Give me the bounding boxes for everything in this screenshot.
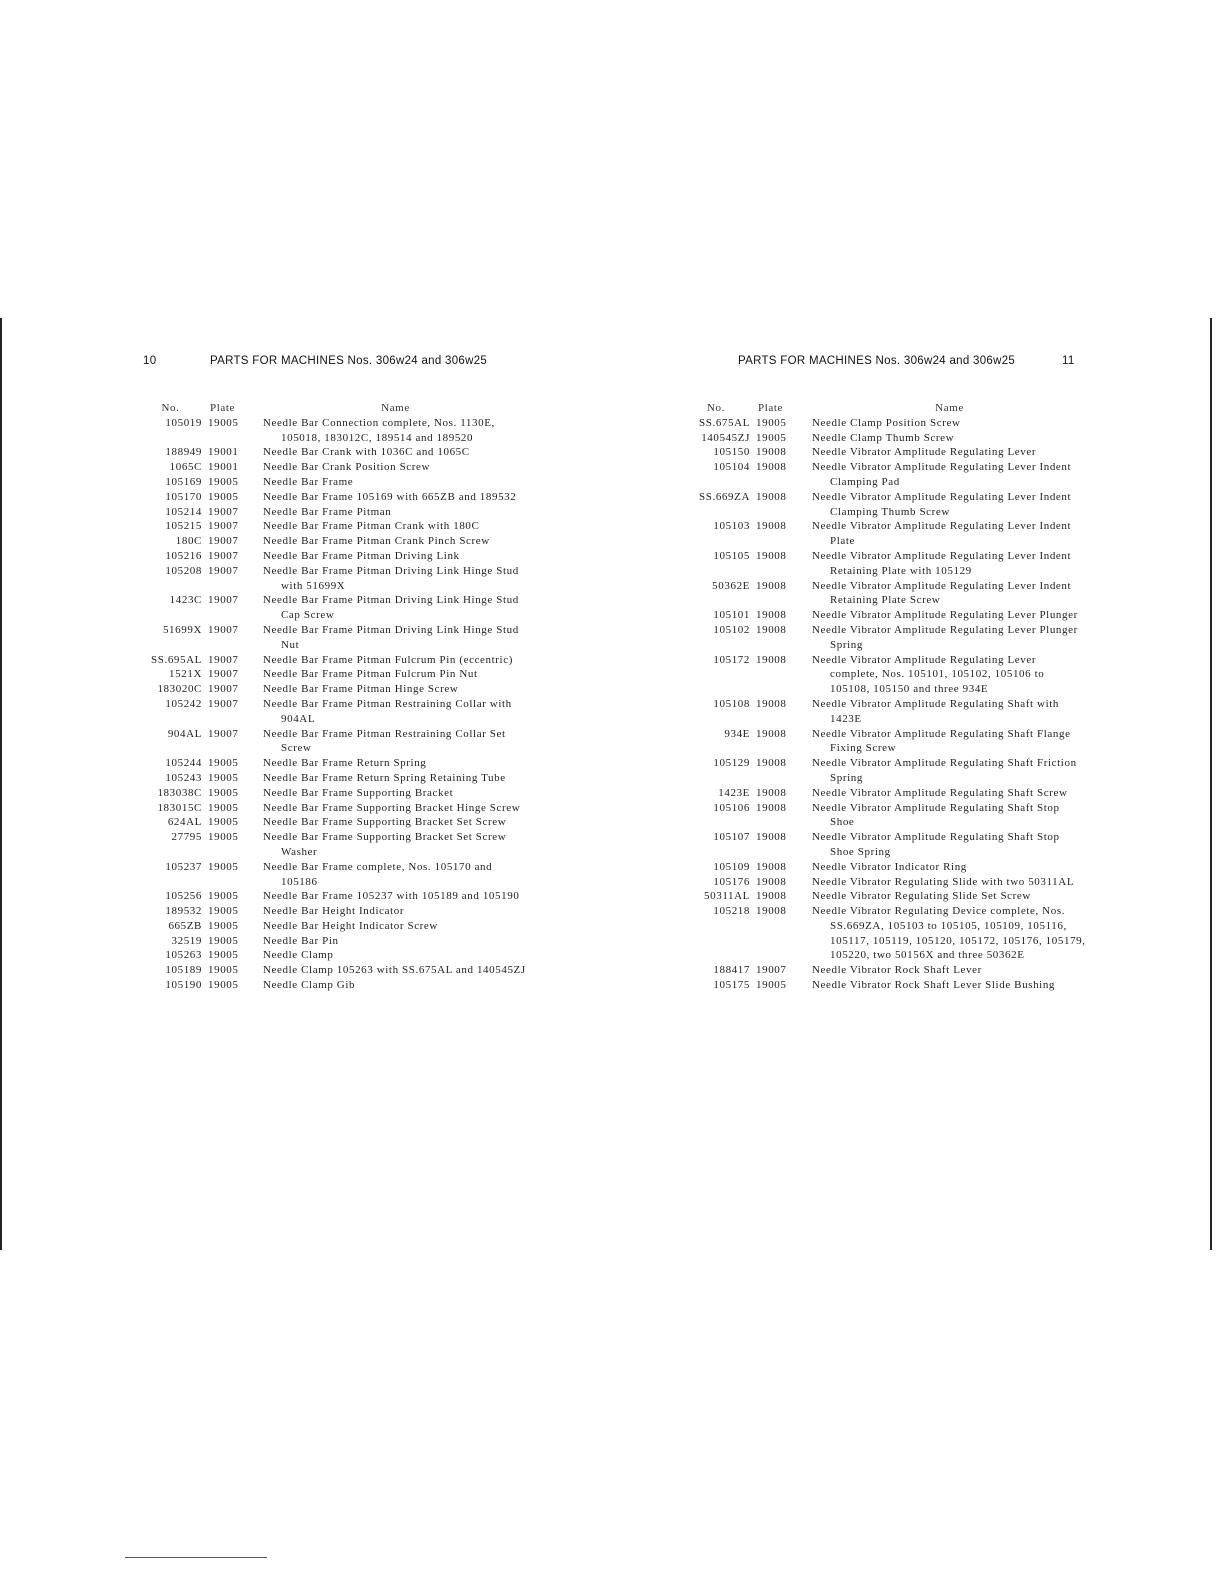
table-row <box>678 653 1087 697</box>
part-name-cell <box>812 875 1087 890</box>
part-number-cell: 105107 <box>713 831 750 844</box>
table-row <box>135 653 528 668</box>
plate-cell: 19007 <box>208 727 239 740</box>
table-row <box>135 934 528 949</box>
plate-cell: 19008 <box>756 801 787 814</box>
table-row <box>135 519 528 534</box>
table-row <box>135 919 528 934</box>
part-name-text: Needle Bar Frame Pitman Fulcrum Pin (eccentric) <box>263 653 513 666</box>
table-row <box>678 786 1087 801</box>
part-name-text: Needle Vibrator Rock Shaft Lever Slide Bushing <box>812 979 1056 992</box>
table-header-row <box>678 401 1087 416</box>
part-name-cell <box>263 445 528 460</box>
right-page <box>678 355 1098 993</box>
part-name-text: Needle Vibrator Amplitude Regulating Lever Indent Clamping Pad <box>812 461 1072 488</box>
part-name-text: Needle Clamp 105263 with SS.675AL and 140545ZJ <box>263 964 526 977</box>
part-name-cell <box>812 860 1087 875</box>
part-name-cell <box>263 416 528 446</box>
table-row <box>678 875 1087 890</box>
table-row <box>135 815 528 830</box>
part-name-cell <box>812 978 1087 993</box>
plate-cell: 19008 <box>756 490 787 503</box>
table-row <box>135 445 528 460</box>
plate-cell: 19005 <box>208 949 239 962</box>
plate-cell: 19005 <box>208 934 239 947</box>
plate-cell: 19005 <box>208 816 239 829</box>
part-name-text: Needle Bar Frame Pitman <box>263 505 392 518</box>
plate-cell: 19005 <box>208 919 239 932</box>
table-row <box>135 860 528 890</box>
part-name-cell <box>812 786 1087 801</box>
part-name-text: Needle Vibrator Amplitude Regulating Lever <box>812 446 1037 459</box>
left-page <box>135 355 530 993</box>
plate-cell: 19008 <box>756 786 787 799</box>
part-number-cell: 105190 <box>165 979 202 992</box>
table-row <box>678 490 1087 520</box>
plate-cell: 19008 <box>756 757 787 770</box>
table-row <box>135 416 528 446</box>
part-number-cell: 105129 <box>713 757 750 770</box>
part-name-cell <box>263 978 528 993</box>
part-name-cell <box>812 889 1087 904</box>
part-number-cell: 105215 <box>165 520 202 533</box>
parts-table-body <box>135 416 528 993</box>
part-name-cell <box>263 667 528 682</box>
part-name-text: Needle Vibrator Indicator Ring <box>812 860 967 873</box>
part-name-cell <box>263 727 528 757</box>
part-name-cell <box>263 697 528 727</box>
plate-cell: 19005 <box>208 801 239 814</box>
part-number-cell: SS.675AL <box>699 416 750 429</box>
part-number-cell: 140545ZJ <box>701 431 750 444</box>
column-header-no: No. <box>707 402 725 414</box>
plate-cell: 19008 <box>756 520 787 533</box>
plate-cell: 19008 <box>756 461 787 474</box>
table-row <box>135 727 528 757</box>
part-number-cell: 105105 <box>713 549 750 562</box>
part-name-text: Needle Vibrator Amplitude Regulating Lever Indent Retaining Plate with 105129 <box>812 549 1072 577</box>
part-number-cell: 183015C <box>157 801 202 814</box>
column-header-name: Name <box>381 402 410 414</box>
part-number-cell: 105102 <box>713 623 750 636</box>
part-number-cell: 1423C <box>169 594 202 607</box>
table-row <box>678 830 1087 860</box>
part-number-cell: 105103 <box>713 520 750 533</box>
part-name-text: Needle Bar Frame Pitman Crank with 180C <box>263 520 480 533</box>
part-number-cell: 105019 <box>165 416 202 429</box>
part-name-text: Needle Clamp Thumb Screw <box>812 431 955 444</box>
part-name-text: Needle Vibrator Amplitude Regulating Lever Plunger <box>812 609 1078 622</box>
plate-cell: 19008 <box>756 727 787 740</box>
part-number-cell: 189532 <box>165 905 202 918</box>
part-number-cell: SS.669ZA <box>699 490 750 503</box>
plate-cell: 19001 <box>208 461 239 474</box>
table-row <box>678 756 1087 786</box>
column-header-plate: Plate <box>210 402 235 414</box>
column-header-no: No. <box>161 402 180 414</box>
part-number-cell: 904AL <box>167 727 202 740</box>
part-name-cell <box>263 771 528 786</box>
page-number: 10 <box>143 355 157 367</box>
plate-cell: 19008 <box>756 549 787 562</box>
part-name-text: Needle Vibrator Amplitude Regulating Shaft Screw <box>812 786 1068 799</box>
part-name-text: Needle Bar Frame complete, Nos. 105170 and 105186 <box>263 860 493 888</box>
part-name-cell <box>812 608 1087 623</box>
part-name-cell <box>263 505 528 520</box>
plate-cell: 19007 <box>208 697 239 710</box>
part-number-cell: 105214 <box>165 505 202 518</box>
part-number-cell: 105169 <box>165 475 202 488</box>
table-row <box>678 978 1087 993</box>
table-row <box>678 549 1087 579</box>
table-row <box>678 904 1087 963</box>
plate-cell: 19008 <box>756 860 787 873</box>
plate-cell: 19007 <box>208 564 239 577</box>
part-number-cell: 105170 <box>165 490 202 503</box>
blue-underline-mark <box>125 1557 267 1558</box>
part-name-cell <box>263 860 528 890</box>
part-number-cell: 105172 <box>713 653 750 666</box>
part-name-cell <box>812 653 1087 697</box>
part-name-text: Needle Clamp <box>263 949 334 962</box>
table-row <box>135 490 528 505</box>
part-name-cell <box>263 549 528 564</box>
table-row <box>135 505 528 520</box>
part-name-text: Needle Vibrator Amplitude Regulating Lever Indent Plate <box>812 520 1072 548</box>
part-number-cell: 188949 <box>165 446 202 459</box>
plate-cell: 19005 <box>208 757 239 770</box>
parts-table-body <box>678 416 1087 993</box>
plate-cell: 19001 <box>208 446 239 459</box>
plate-cell: 19005 <box>208 475 239 488</box>
part-name-cell <box>263 830 528 860</box>
part-name-text: Needle Vibrator Regulating Slide with two 50311AL <box>812 875 1075 888</box>
part-name-cell <box>812 963 1087 978</box>
plate-cell: 19005 <box>208 416 239 429</box>
part-name-text: Needle Bar Frame Pitman Restraining Collar with 904AL <box>263 697 512 725</box>
plate-cell: 19007 <box>756 964 787 977</box>
part-name-cell <box>812 756 1087 786</box>
part-name-cell <box>812 623 1087 653</box>
plate-cell: 19005 <box>208 905 239 918</box>
table-row <box>135 460 528 475</box>
part-number-cell: 105216 <box>165 549 202 562</box>
part-name-text: Needle Bar Frame 105169 with 665ZB and 189532 <box>263 490 517 503</box>
part-name-cell <box>263 934 528 949</box>
plate-cell: 19007 <box>208 505 239 518</box>
table-row <box>678 801 1087 831</box>
part-number-cell: 105175 <box>713 979 750 992</box>
part-number-cell: 50362E <box>712 579 750 592</box>
table-row <box>678 431 1087 446</box>
left-edge-border <box>0 318 2 1250</box>
part-name-text: Needle Bar Frame Pitman Restraining Collar Set Screw <box>263 727 506 755</box>
part-name-text: Needle Clamp Position Screw <box>812 416 961 429</box>
part-name-cell <box>263 904 528 919</box>
part-name-text: Needle Vibrator Amplitude Regulating Lever Indent Retaining Plate Screw <box>812 579 1072 607</box>
table-row <box>678 416 1087 431</box>
plate-cell: 19008 <box>756 446 787 459</box>
part-name-cell <box>263 786 528 801</box>
part-name-cell <box>263 460 528 475</box>
table-row <box>678 579 1087 609</box>
part-name-cell <box>812 830 1087 860</box>
page-number: 11 <box>1062 355 1075 367</box>
table-row <box>678 963 1087 978</box>
right-edge-border <box>1210 318 1212 1250</box>
table-row <box>135 904 528 919</box>
part-name-cell <box>812 579 1087 609</box>
part-name-text: Needle Bar Frame Pitman Driving Link Hinge Stud Cap Screw <box>263 594 519 622</box>
page-title: PARTS FOR MACHINES Nos. 306w24 and 306w25 <box>738 355 1016 367</box>
plate-cell: 19008 <box>756 579 787 592</box>
plate-cell: 19007 <box>208 683 239 696</box>
part-name-text: Needle Bar Frame Supporting Bracket Set Screw <box>263 816 507 829</box>
part-number-cell: 50311AL <box>704 890 750 903</box>
part-number-cell: 1423E <box>718 786 750 799</box>
plate-cell: 19008 <box>756 653 787 666</box>
part-name-text: Needle Vibrator Amplitude Regulating Shaft Flange Fixing Screw <box>812 727 1071 755</box>
plate-cell: 19005 <box>756 416 787 429</box>
part-number-cell: 105243 <box>165 771 202 784</box>
part-name-cell <box>812 445 1087 460</box>
plate-cell: 19005 <box>208 979 239 992</box>
part-number-cell: 105263 <box>165 949 202 962</box>
table-row <box>135 756 528 771</box>
parts-table <box>678 401 1087 993</box>
part-name-cell <box>263 756 528 771</box>
plate-cell: 19005 <box>208 860 239 873</box>
part-number-cell: 105244 <box>165 757 202 770</box>
table-row <box>678 519 1087 549</box>
table-row <box>135 564 528 594</box>
table-row <box>678 608 1087 623</box>
part-name-text: Needle Bar Frame Return Spring Retaining Tube <box>263 771 506 784</box>
part-number-cell: 105189 <box>165 964 202 977</box>
part-name-cell <box>812 727 1087 757</box>
part-name-cell <box>812 519 1087 549</box>
part-number-cell: 1521X <box>169 668 202 681</box>
part-name-cell <box>263 919 528 934</box>
part-name-text: Needle Bar Connection complete, Nos. 1130E, 105018, 183012C, 189514 and 189520 <box>263 416 495 444</box>
part-name-text: Needle Vibrator Amplitude Regulating Lever Indent Clamping Thumb Screw <box>812 490 1072 518</box>
part-name-text: Needle Bar Frame Pitman Driving Link Hinge Stud Nut <box>263 623 519 651</box>
part-number-cell: 51699X <box>162 623 202 636</box>
part-name-text: Needle Vibrator Amplitude Regulating Shaft Stop Shoe <box>812 801 1060 829</box>
table-row <box>135 771 528 786</box>
part-name-cell <box>263 682 528 697</box>
table-row <box>135 534 528 549</box>
part-name-cell <box>812 697 1087 727</box>
part-name-cell <box>263 948 528 963</box>
plate-cell: 19008 <box>756 697 787 710</box>
part-name-text: Needle Bar Pin <box>263 934 339 947</box>
plate-cell: 19005 <box>208 831 239 844</box>
table-row <box>135 623 528 653</box>
table-row <box>678 445 1087 460</box>
part-name-cell <box>263 490 528 505</box>
part-name-cell <box>812 801 1087 831</box>
part-name-cell <box>263 653 528 668</box>
parts-table <box>135 401 528 993</box>
part-number-cell: 105106 <box>713 801 750 814</box>
part-number-cell: 183038C <box>157 786 202 799</box>
part-name-text: Needle Bar Frame Return Spring <box>263 757 427 770</box>
part-number-cell: 180C <box>175 535 202 548</box>
table-row <box>135 549 528 564</box>
part-number-cell: 105242 <box>165 697 202 710</box>
part-name-text: Needle Vibrator Regulating Slide Set Screw <box>812 890 1031 903</box>
part-name-text: Needle Vibrator Amplitude Regulating Shaft with 1423E <box>812 697 1059 725</box>
table-row <box>135 889 528 904</box>
table-row <box>678 889 1087 904</box>
part-name-text: Needle Bar Height Indicator <box>263 905 405 918</box>
plate-cell: 19008 <box>756 875 787 888</box>
table-row <box>135 830 528 860</box>
part-name-cell <box>263 889 528 904</box>
table-row <box>678 727 1087 757</box>
part-name-text: Needle Bar Crank with 1036C and 1065C <box>263 446 470 459</box>
plate-cell: 19008 <box>756 831 787 844</box>
part-name-text: Needle Bar Frame Pitman Driving Link <box>263 549 460 562</box>
part-name-cell <box>263 801 528 816</box>
table-row <box>135 801 528 816</box>
plate-cell: 19005 <box>756 431 787 444</box>
column-header-name: Name <box>935 402 964 414</box>
part-number-cell: 105150 <box>713 446 750 459</box>
table-row <box>135 667 528 682</box>
table-row <box>678 623 1087 653</box>
table-row <box>135 978 528 993</box>
part-name-cell <box>263 564 528 594</box>
plate-cell: 19005 <box>208 786 239 799</box>
part-name-cell <box>263 519 528 534</box>
column-header-plate: Plate <box>758 402 783 414</box>
part-number-cell: 27795 <box>171 831 202 844</box>
part-name-text: Needle Bar Crank Position Screw <box>263 461 431 474</box>
plate-cell: 19005 <box>208 771 239 784</box>
part-number-cell: 105237 <box>165 860 202 873</box>
part-name-text: Needle Bar Frame Pitman Crank Pinch Screw <box>263 535 490 548</box>
part-name-text: Needle Bar Frame Supporting Bracket Set Screw Washer <box>263 831 507 858</box>
table-row <box>135 786 528 801</box>
part-name-text: Needle Vibrator Regulating Device complete, Nos. SS.669ZA, 105103 to 105105, 105109, 105116, 105117, 105119, 105120, 105172, 105176, 105179, 105220, two 50156X and three 50362E <box>812 905 1086 962</box>
part-number-cell: 105108 <box>713 697 750 710</box>
page-header <box>678 355 1098 373</box>
part-name-cell <box>263 534 528 549</box>
plate-cell: 19005 <box>208 490 239 503</box>
part-number-cell: 105208 <box>165 564 202 577</box>
part-number-cell: 105176 <box>713 875 750 888</box>
part-name-cell <box>263 815 528 830</box>
part-number-cell: 188417 <box>713 964 750 977</box>
part-name-text: Needle Vibrator Amplitude Regulating Lever complete, Nos. 105101, 105102, 105106 to 105108, 105150 and three 934E <box>812 653 1045 696</box>
plate-cell: 19007 <box>208 520 239 533</box>
part-name-cell <box>263 593 528 623</box>
plate-cell: 19007 <box>208 594 239 607</box>
part-number-cell: 934E <box>724 727 750 740</box>
table-header-row <box>135 401 528 416</box>
part-number-cell: 105101 <box>713 609 750 622</box>
table-row <box>135 697 528 727</box>
part-number-cell: 624AL <box>167 816 202 829</box>
part-number-cell: 105256 <box>165 890 202 903</box>
part-name-cell <box>812 549 1087 579</box>
part-name-cell <box>263 963 528 978</box>
plate-cell: 19007 <box>208 535 239 548</box>
table-row <box>135 948 528 963</box>
part-name-cell <box>812 904 1087 963</box>
table-row <box>678 860 1087 875</box>
part-number-cell: 183020C <box>157 683 202 696</box>
part-name-text: Needle Vibrator Rock Shaft Lever <box>812 964 982 977</box>
part-name-text: Needle Bar Frame Pitman Driving Link Hinge Stud with 51699X <box>263 564 519 592</box>
plate-cell: 19008 <box>756 623 787 636</box>
table-row <box>135 682 528 697</box>
part-number-cell: 665ZB <box>168 919 202 932</box>
part-name-text: Needle Bar Frame Pitman Fulcrum Pin Nut <box>263 668 478 681</box>
table-row <box>135 475 528 490</box>
part-name-text: Needle Bar Frame 105237 with 105189 and 105190 <box>263 890 520 903</box>
plate-cell: 19007 <box>208 668 239 681</box>
part-name-text: Needle Vibrator Amplitude Regulating Lever Plunger Spring <box>812 623 1078 651</box>
page-header <box>135 355 530 373</box>
table-row <box>678 697 1087 727</box>
part-name-text: Needle Vibrator Amplitude Regulating Shaft Stop Shoe Spring <box>812 831 1060 858</box>
plate-cell: 19007 <box>208 623 239 636</box>
part-name-cell <box>812 416 1087 431</box>
part-name-text: Needle Bar Frame <box>263 475 354 488</box>
plate-cell: 19005 <box>756 979 787 992</box>
part-name-text: Needle Bar Frame Pitman Hinge Screw <box>263 683 459 696</box>
part-number-cell: 1065C <box>169 461 202 474</box>
part-name-cell <box>263 623 528 653</box>
part-name-cell <box>812 460 1087 490</box>
part-name-text: Needle Bar Frame Supporting Bracket Hinge Screw <box>263 801 521 814</box>
plate-cell: 19008 <box>756 609 787 622</box>
plate-cell: 19008 <box>756 905 787 918</box>
part-name-cell <box>812 490 1087 520</box>
part-number-cell: 105218 <box>713 905 750 918</box>
plate-cell: 19005 <box>208 890 239 903</box>
part-name-text: Needle Bar Height Indicator Screw <box>263 919 438 932</box>
table-row <box>135 963 528 978</box>
part-number-cell: 105109 <box>713 860 750 873</box>
part-name-text: Needle Bar Frame Supporting Bracket <box>263 786 454 799</box>
page-title: PARTS FOR MACHINES Nos. 306w24 and 306w25 <box>210 355 488 367</box>
plate-cell: 19005 <box>208 964 239 977</box>
part-name-cell <box>812 431 1087 446</box>
plate-cell: 19007 <box>208 653 239 666</box>
part-name-text: Needle Vibrator Amplitude Regulating Shaft Friction Spring <box>812 757 1077 784</box>
plate-cell: 19008 <box>756 890 787 903</box>
plate-cell: 19007 <box>208 549 239 562</box>
table-row <box>135 593 528 623</box>
part-name-cell <box>263 475 528 490</box>
part-name-text: Needle Clamp Gib <box>263 979 356 992</box>
part-number-cell: 105104 <box>713 461 750 474</box>
part-number-cell: SS.695AL <box>151 653 202 666</box>
table-row <box>678 460 1087 490</box>
part-number-cell: 32519 <box>171 934 202 947</box>
